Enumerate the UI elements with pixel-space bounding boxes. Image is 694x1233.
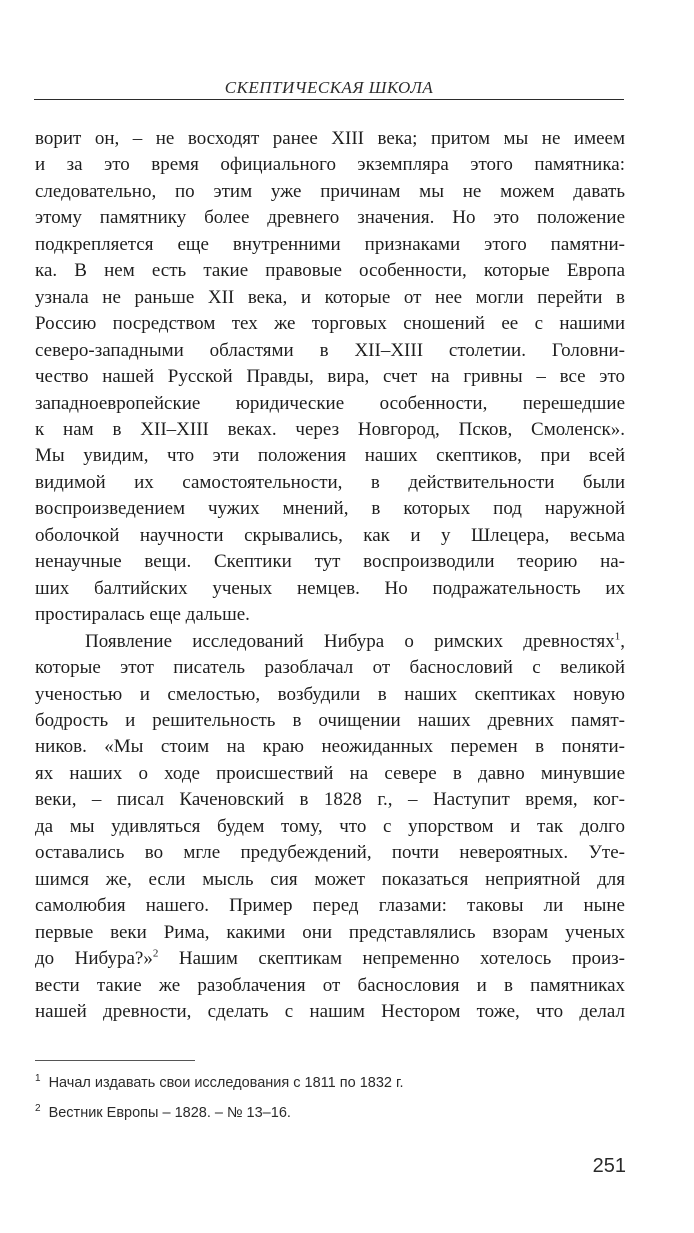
text-line: ученостью и смелостью, возбудили в наших скептиках новую: [35, 683, 625, 705]
text-line: ворит он, – не восходят ранее XIII века; притом мы не имеем: [35, 128, 625, 149]
text-line: к нам в XII–XIII веках. через Новгород, Псков, Смоленск».: [35, 418, 625, 440]
text-line: ях наших о ходе происшествий на севере в давно минувшие: [35, 762, 625, 784]
text-line: бодрость и решительность в очищении наших древних памят-: [35, 709, 625, 731]
text-line: Россию посредством тех же торговых сношений ее с нашими: [35, 313, 625, 335]
paragraph-1: [35, 126, 625, 629]
text-line: вести такие же разоблачения от баснословия и в памятниках: [35, 974, 625, 996]
text-line: самолюбия нашего. Пример перед глазами: таковы ли ныне: [35, 895, 625, 917]
text-line: первые веки Рима, какими они представлялись взорам ученых: [35, 921, 625, 943]
text-line: оболочкой научности скрывались, как и у Шлецера, весьма: [35, 524, 625, 546]
text-line: Мы увидим, что эти положения наших скептиков, при всей: [35, 445, 625, 467]
text-line: [35, 946, 625, 972]
page-number: 251: [592, 1155, 626, 1177]
text-fragment: до Нибура?»: [35, 948, 153, 970]
text-line: ненаучные вещи. Скептики тут воспроизводили теорию на-: [35, 551, 625, 573]
footnote-mark: 2: [35, 1102, 41, 1114]
text-line: чество нашей Русской Правды, вира, счет на гривны – все это: [35, 366, 625, 388]
text-line: нашей древности, сделать с нашим Нестором тоже, что делал: [35, 1000, 625, 1022]
footnote-ref-1: 1: [614, 630, 621, 643]
text-line: видимой их самостоятельности, в действительности были: [35, 471, 625, 493]
text-fragment: ,: [620, 630, 625, 652]
footnote-text: Начал издавать свои исследования с 1811 по 1832 г.: [48, 1074, 404, 1091]
text-line: и за это время официального экземпляра этого памятника:: [35, 154, 625, 176]
text-line: простиралась еще дальше.: [35, 604, 250, 626]
text-fragment: Нашим скептикам непременно хотелось произ-: [158, 948, 625, 970]
text-line: воспроизведением чужих мнений, в которых под наружной: [35, 498, 625, 520]
footnote-text: Вестник Европы – 1828. – № 13–16.: [48, 1104, 291, 1121]
text-line: которые этот писатель разоблачал от баснословий с великой: [35, 657, 625, 679]
text-line: западноевропейские юридические особенности, перешедшие: [35, 392, 625, 414]
text-line: подкрепляется еще внутренними признаками этого памятни-: [35, 233, 625, 255]
text-line: оставались во мгле предубеждений, почти невероятных. Уте-: [35, 842, 625, 864]
text-line: следовательно, по этим уже причинам мы не можем давать: [35, 180, 625, 202]
text-line: да мы удивляться будем тому, что с упорством и так долго: [35, 815, 625, 837]
text-line: узнала не раньше XII века, и которые от нее могли перейти в: [35, 286, 625, 308]
text-fragment: Появление исследований Нибура о римских древностях: [85, 630, 615, 652]
text-line: шимся же, если мысль сия может показаться неприятной для: [35, 868, 625, 890]
footnote-2: [35, 1096, 625, 1126]
footnote-ref-2: 2: [152, 947, 159, 960]
footnote-mark: 1: [35, 1073, 41, 1084]
text-line: этому памятнику более древнего значения. Но это положение: [35, 207, 625, 229]
text-line: ших балтийских ученых немцев. Но подражательность их: [35, 577, 625, 599]
footnote-1: [35, 1066, 625, 1096]
text-line: ка. В нем есть такие правовые особенности, которые Европа: [35, 260, 625, 282]
text-line-first: [35, 629, 625, 655]
body-text: [35, 126, 625, 1025]
running-header: СКЕПТИЧЕСКАЯ ШКОЛА: [34, 78, 624, 100]
footnote-divider: [35, 1060, 195, 1061]
paragraph-2: [35, 629, 625, 1026]
text-line: веки, – писал Каченовский в 1828 г., – Наступит время, ког-: [35, 789, 625, 811]
text-line: ников. «Мы стоим на краю неожиданных перемен в поняти-: [35, 736, 625, 758]
text-line: северо-западными областями в XII–XIII столетии. Головни-: [35, 339, 625, 361]
footnotes: [35, 1066, 625, 1126]
